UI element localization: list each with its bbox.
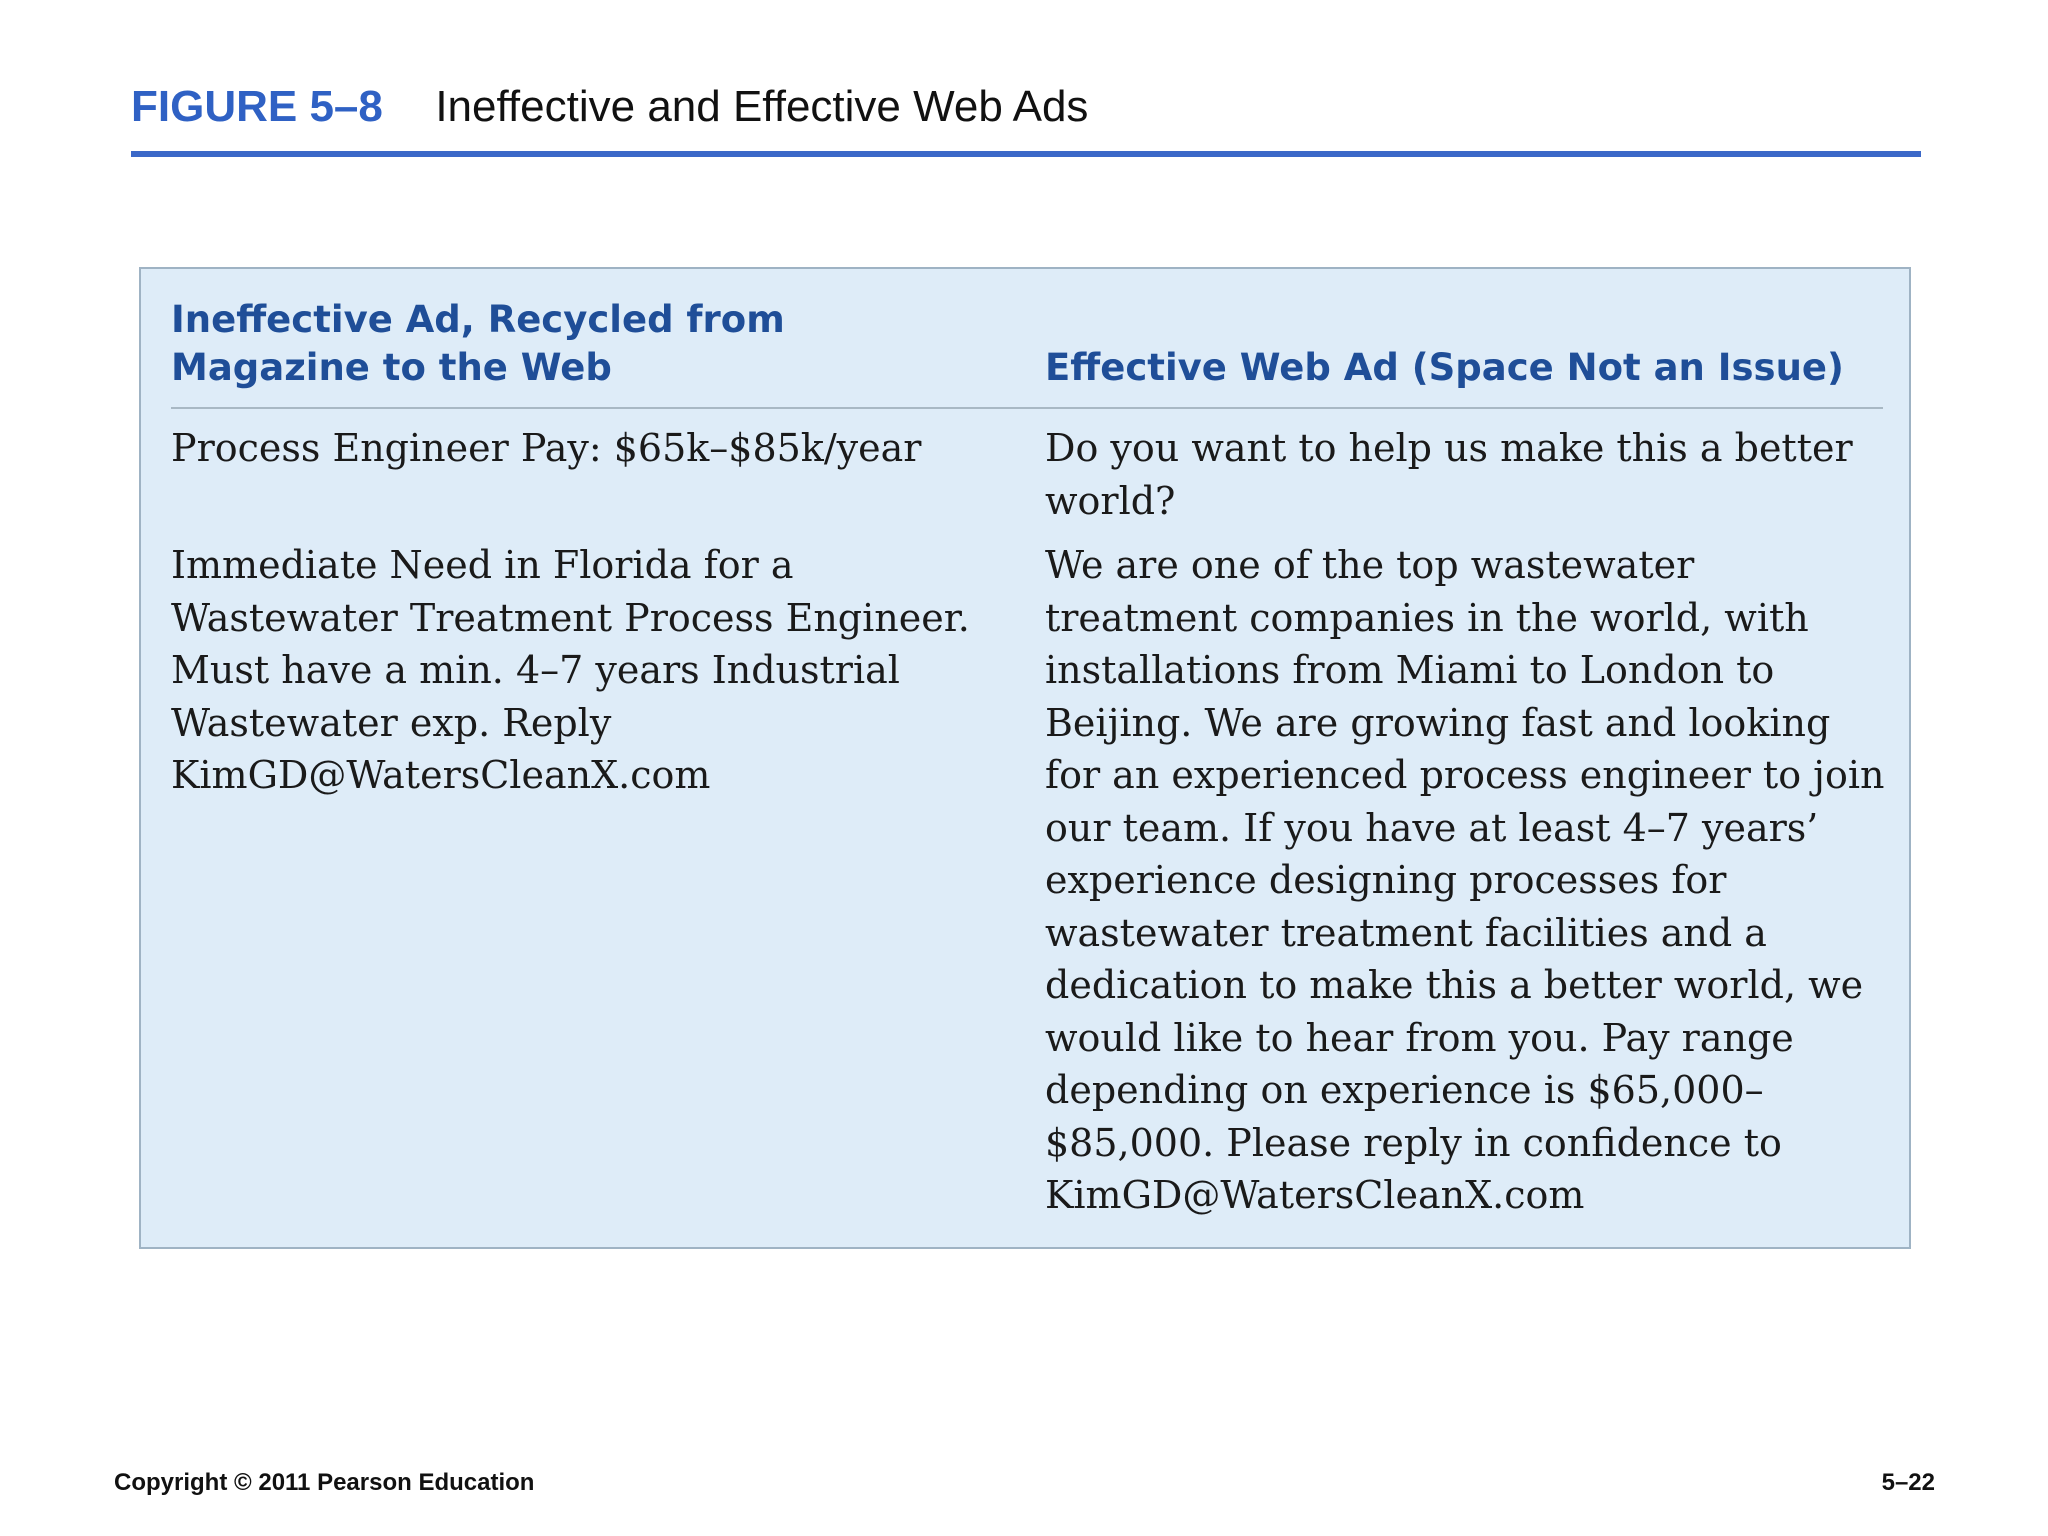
figure-label: FIGURE 5–8: [131, 82, 383, 131]
figure-title-rule: [131, 151, 1921, 157]
ineffective-ad-heading: Ineffective Ad, Recycled from Magazine to the Web: [171, 298, 785, 389]
page-number: 5–22: [1881, 1469, 1935, 1496]
figure-header: [131, 82, 1088, 132]
figure-title: Ineffective and Effective Web Ads: [435, 82, 1089, 131]
effective-ad-intro: Do you want to help us make this a better world?: [1045, 426, 1853, 523]
ineffective-ad-pay-line: Process Engineer Pay: $65k–$85k/year: [171, 426, 922, 470]
effective-ad-heading: Effective Web Ad (Space Not an Issue): [1045, 346, 1844, 389]
effective-ad-body: We are one of the top wastewater treatment companies in the world, with installations from Miami to London to Beijing. We are growing fast and looking for an experienced process engineer to join our team. If you have at least 4–7 years’ experience designing processes for wastewater treatment facilities and a dedication to make this a better world, we would like to hear from you. Pay range depending on experience is $65,000–$85,000. Please reply in confidence to KimGD@WatersCleanX.com: [1045, 543, 1885, 1217]
ineffective-ad-body: Immediate Need in Florida for a Wastewater Treatment Process Engineer. Must have a min. 4–7 years Industrial Wastewater exp. Reply KimGD@WatersCleanX.com: [171, 543, 970, 797]
heading-divider: [171, 407, 1883, 409]
copyright-notice: Copyright © 2011 Pearson Education: [114, 1469, 535, 1496]
ads-comparison-panel: [139, 267, 1911, 1249]
